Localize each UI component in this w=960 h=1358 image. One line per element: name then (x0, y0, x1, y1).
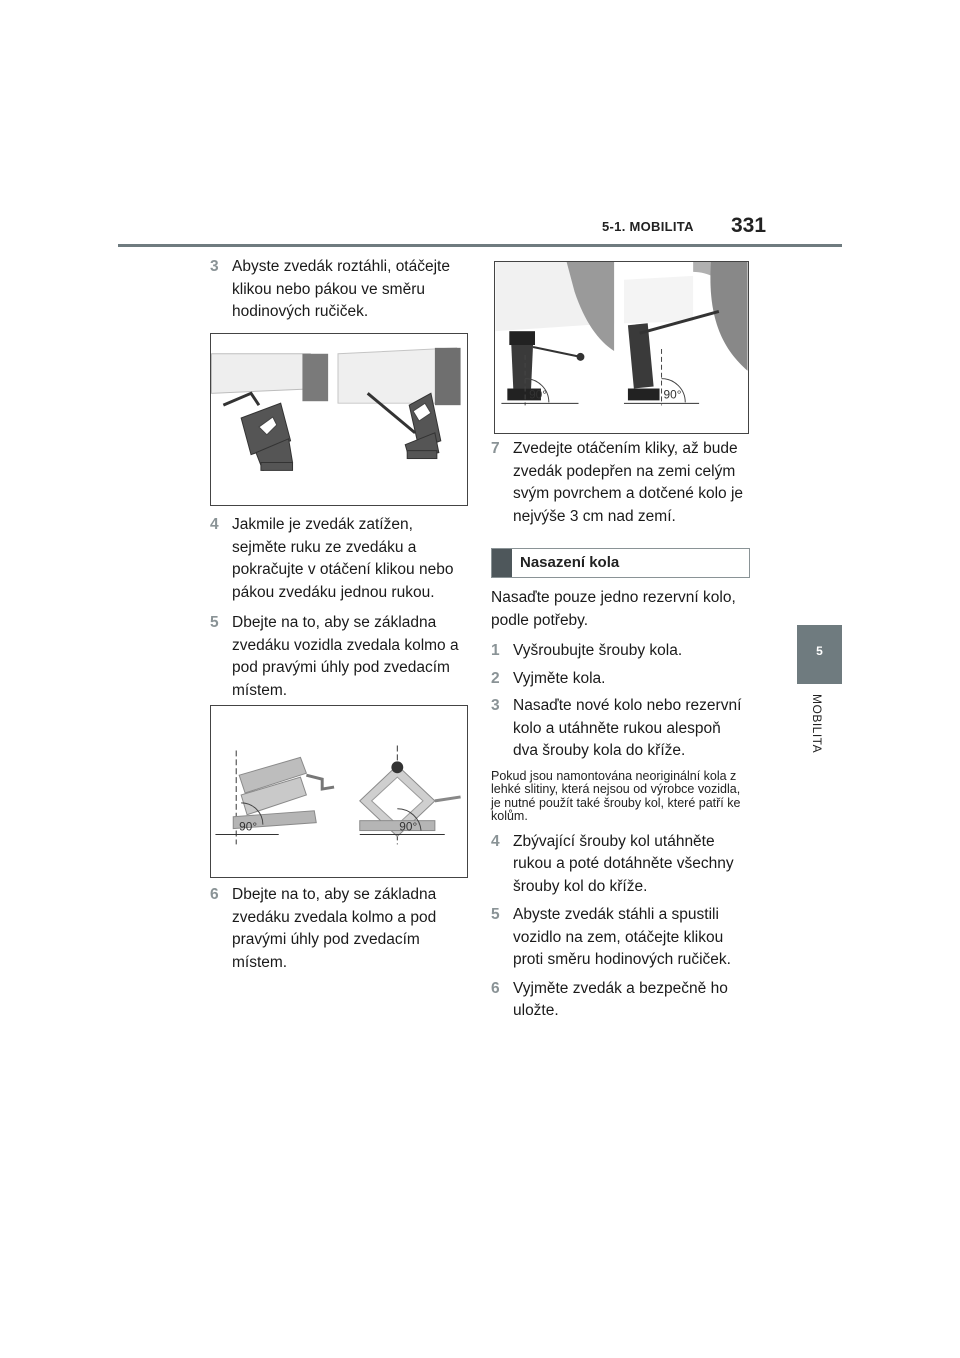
step-number: 1 (491, 642, 500, 659)
step-text: Abyste zvedák roztáhli, otáčejte klikou nebo pákou ve směru hodinových ručiček. (232, 258, 450, 320)
left-column (210, 256, 470, 324)
step-number: 4 (491, 832, 500, 850)
step-6-right (491, 978, 747, 1023)
step-3-left (210, 256, 466, 324)
step-number: 6 (210, 886, 219, 903)
intro-paragraph: Nasaďte pouze jedno rezervní kolo, podle potřeby. (491, 589, 736, 629)
chapter-side-label (790, 694, 850, 764)
jack-angle-illustration (211, 706, 467, 877)
step-6-left (210, 884, 464, 974)
step-text: Dbejte na to, aby se základna zvedáku vozidla zvedala kolmo a pod pravými úhly pod zvedacím místem. (232, 614, 459, 699)
step-text: Dbejte na to, aby se základna zvedáku zvedala kolmo a pod pravými úhly pod zvedacím místem. (232, 886, 437, 971)
step-5-left (210, 612, 462, 702)
step-number: 7 (491, 440, 500, 457)
left-column-steps-mid (210, 514, 470, 702)
chapter-tab[interactable] (797, 625, 842, 684)
left-column-steps-bottom (210, 884, 470, 974)
callout-bar (492, 549, 512, 577)
step-number: 3 (491, 697, 500, 714)
jack-placement-illustration (495, 262, 748, 433)
note-paragraph: Pokud jsou namontována neoriginální kola z lehké slitiny, která nejsou od výrobce vozidla, je nutné použít také šrouby kol, které patří ke kolům. (491, 768, 741, 823)
step-text: Zvedejte otáčením kliky, až bude zvedák podepřen na zemi celým svým povrchem a dotčené kolo je nejvýše 3 cm nad zemí. (513, 440, 744, 525)
figure-jack-angles (210, 705, 468, 878)
angle-label-right: 90° (399, 819, 418, 834)
step-text: Vyšroubujte šrouby kola. (513, 642, 683, 659)
callout-title: Nasazení kola (520, 554, 620, 571)
step-text: Nasaďte nové kolo nebo rezervní kolo a utáhněte rukou alespoň dva šrouby kola do kříže. (513, 697, 742, 759)
angle-label-left: 90° (529, 387, 548, 402)
step-7 (491, 438, 747, 528)
step-3-right (491, 695, 747, 763)
right-column-step7 (491, 438, 753, 528)
angle-label-left: 90° (239, 819, 258, 834)
section-title: 5-1. MOBILITA (602, 219, 694, 234)
step-2-right (491, 668, 753, 691)
step-number: 2 (491, 669, 500, 687)
step-5-right (491, 904, 747, 972)
step-text: Vyjměte zvedák a bezpečně ho uložte. (513, 979, 728, 1019)
step-1-right (491, 640, 753, 663)
step-text: Jakmile je zvedák zatížen, sejměte ruku ze zvedáku a pokračujte v otáčení klikou nebo pákou zvedáku jednou rukou. (232, 516, 454, 601)
right-column-body (491, 587, 753, 1023)
page-number: 331 (731, 214, 767, 237)
step-number: 3 (210, 258, 219, 275)
step-text: Zbývající šrouby kol utáhněte rukou a poté dotáhněte všechny šrouby kol do kříže. (513, 832, 734, 895)
figure-jack-crank (210, 333, 468, 506)
step-4-right (491, 831, 749, 899)
jack-crank-illustration (211, 334, 467, 505)
step-number: 4 (210, 516, 219, 533)
angle-label-right: 90° (663, 387, 682, 402)
section-callout (491, 548, 750, 578)
step-number: 5 (491, 906, 500, 923)
step-4-left (210, 514, 460, 604)
header-divider (118, 244, 842, 247)
step-text: Vyjměte kola. (513, 669, 606, 687)
chapter-label-text: MOBILITA (810, 694, 824, 754)
chapter-number: 5 (816, 644, 823, 658)
step-number: 6 (491, 979, 500, 997)
figure-jack-placement (494, 261, 749, 434)
step-text: Abyste zvedák stáhli a spustili vozidlo na zem, otáčejte klikou proti směru hodinových ručiček. (513, 906, 731, 968)
step-number: 5 (210, 614, 219, 631)
